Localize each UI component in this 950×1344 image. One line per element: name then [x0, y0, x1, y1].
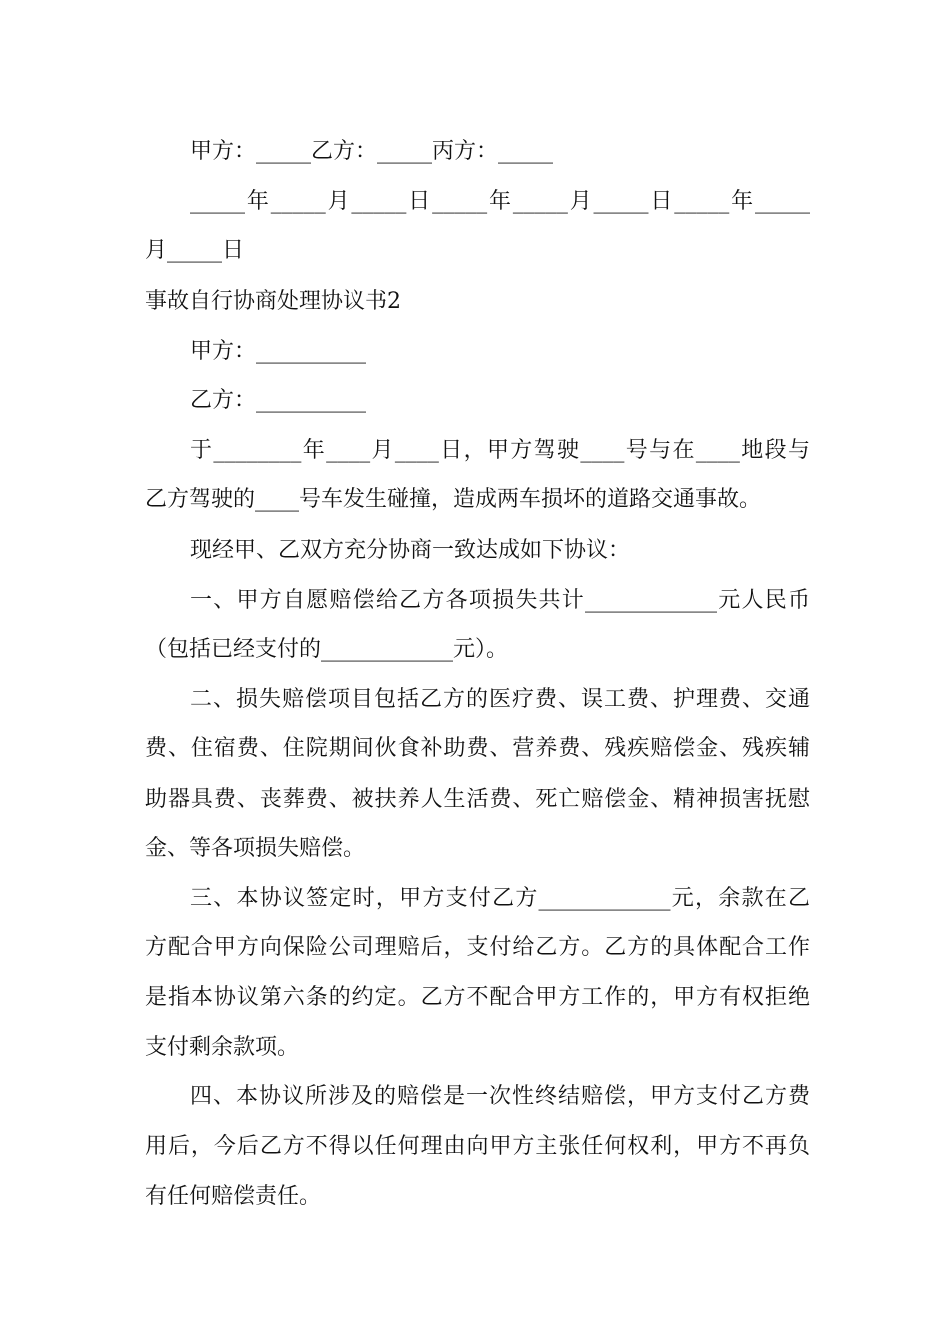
clause-4-line: 四、本协议所涉及的赔偿是一次性终结赔偿，甲方支付乙方费 [190, 1084, 810, 1109]
clause-3-line: 是指本协议第六条的约定。乙方不配合甲方工作的，甲方有权拒绝 [145, 985, 810, 1010]
party-b-line: 乙方：__________ [190, 388, 367, 413]
date-line: _____年_____月_____日_____年_____月_____日_____年_____ [190, 189, 810, 214]
clause-4-line: 用后，今后乙方不得以任何理由向甲方主张任何权利，甲方不再负 [145, 1134, 810, 1159]
clause-2-line: 费、住宿费、住院期间伙食补助费、营养费、残疾赔偿金、残疾辅 [145, 736, 810, 761]
clause-3-line: 方配合甲方向保险公司理赔后，支付给乙方。乙方的具体配合工作 [145, 935, 810, 960]
party-a-line: 甲方：__________ [190, 339, 367, 364]
clause-2-line: 金、等各项损失赔偿。 [145, 836, 366, 861]
clause-1-line: （包括已经支付的____________元）。 [145, 637, 509, 662]
document-title: 事故自行协商处理协议书2 [145, 289, 401, 314]
party-line: 甲方：_____乙方：_____丙方：_____ [190, 139, 554, 164]
clause-1-line: 一、甲方自愿赔偿给乙方各项损失共计____________元人民币 [190, 588, 810, 613]
paragraph-line: 现经甲、乙双方充分协商一致达成如下协议： [190, 538, 631, 563]
clause-2-line: 助器具费、丧葬费、被扶养人生活费、死亡赔偿金、精神损害抚慰 [145, 787, 810, 812]
paragraph-line: 于________年____月____日，甲方驾驶____号与在____地段与 [190, 438, 810, 463]
clause-4-line: 有任何赔偿责任。 [145, 1184, 322, 1209]
clause-3-line: 支付剩余款项。 [145, 1035, 300, 1060]
clause-3-line: 三、本协议签定时，甲方支付乙方____________元，余款在乙 [190, 886, 810, 911]
paragraph-line: 乙方驾驶的____号车发生碰撞，造成两车损坏的道路交通事故。 [145, 487, 762, 512]
date-line-continued: 月_____日 [145, 238, 245, 263]
clause-2-line: 二、损失赔偿项目包括乙方的医疗费、误工费、护理费、交通 [190, 687, 810, 712]
